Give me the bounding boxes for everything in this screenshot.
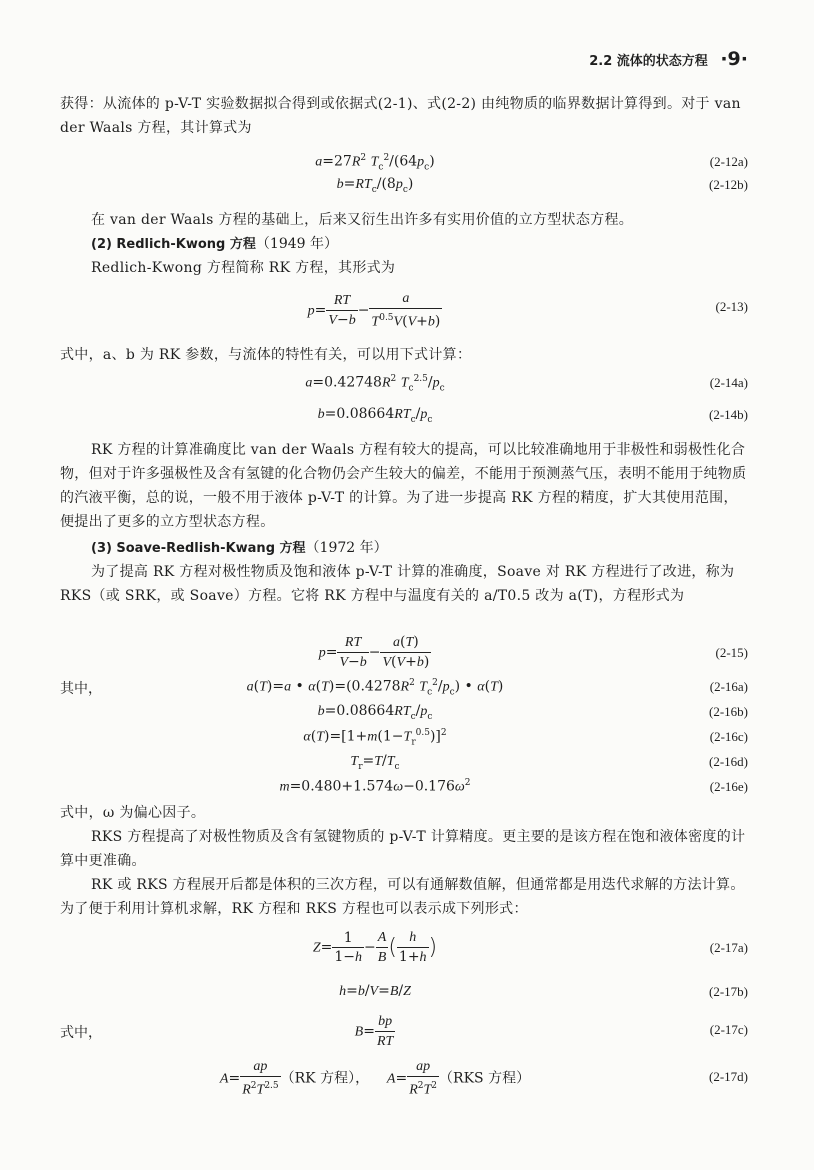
page-number: ·9·: [720, 48, 748, 70]
paragraph-6: 为了提高 RK 方程对极性物质及饱和液体 p-V-T 计算的准确度，Soave 对 RK 方程进行了改进，称为 RKS（或 SRK，或 Soave）方程。它将 RK 方程中与温度有关的 a/T0.5 改为 a(T)，方程形式为: [60, 564, 735, 604]
paragraph-8: RKS 方程提高了对极性物质及含有氢键物质的 p-V-T 计算精度。更主要的是该方程在饱和液体密度的计算中更准确。: [60, 829, 746, 869]
rk-label: （RK 方程），: [280, 1070, 370, 1087]
equation-2-17a: Z= $\frac{1}{1-h}$ − $\frac{A}{B}$ ( $\frac{h}{1+h}$ ): [312, 929, 438, 965]
eq-number: (2-16c): [709, 729, 748, 744]
label-qizhong: 其中，: [60, 681, 102, 697]
eq-number: (2-16b): [709, 704, 748, 719]
eq-number: (2-16e): [709, 779, 748, 794]
eq-number: (2-14a): [709, 375, 748, 390]
equation-2-17d: A= $\frac{ap}{R^2T^{2.5}}$ （RK 方程）， A= $\frac{ap}{R^2T^2}$ （RKS 方程）: [219, 1059, 531, 1098]
paragraph-2: 在 van der Waals 方程的基础上，后来又衍生出许多有实用价值的立方型状态方程。: [91, 212, 634, 228]
equation-2-16c: $\alpha(T)=[1+m(1-T_r^{0.5})]^2$: [303, 728, 447, 748]
equation-2-15: p= $\frac{RT}{V-b}$ − $\frac{a(T)}{V(V+b)}$: [318, 634, 430, 670]
equation-2-16d: $T_r=T/T_c$: [350, 753, 400, 772]
section-heading-srk: (3) Soave-Redlish-Kwang 方程（1972 年）: [91, 540, 388, 556]
eq-number: (2-14b): [709, 407, 748, 422]
eq-number: (2-16a): [709, 679, 748, 694]
equation-2-13: p= $\frac{RT}{V-b}$ − $\frac{a}{T^{0.5}V(V+b)}$: [307, 291, 441, 330]
eq-number: (2-17c): [709, 1022, 748, 1037]
equation-2-12b: $b=RT_c/(8p_c)$: [336, 176, 414, 195]
section-heading-rk: (2) Redlich-Kwong 方程（1949 年）: [91, 236, 338, 252]
eq-number: (2-17d): [709, 1069, 748, 1084]
equation-2-16e: $m=0.480+1.574\omega-0.176\omega^2$: [279, 778, 471, 795]
eq-number: (2-17b): [709, 984, 748, 999]
paragraph-3: Redlich-Kwong 方程简称 RK 方程，其形式为: [91, 260, 396, 276]
paragraph-5: RK 方程的计算准确度比 van der Waals 方程有较大的提高，可以比较准确地用于非极性和弱极性化合物，但对于许多强极性及含有氢键的化合物仍会产生较大的偏差，不能用于预测蒸气压，表明不能用于纯物质的汽液平衡，总的说，一般不用于液体 p-V-T 的计算。为了进一步提高 RK 方程的精度，扩大其使用范围，便提出了更多的立方型状态方程。: [60, 442, 747, 530]
paragraph-4: 式中，a、b 为 RK 参数，与流体的特性有关，可以用下式计算：: [60, 347, 472, 363]
equation-2-17c: B= $\frac{bp}{RT}$: [354, 1014, 394, 1049]
paragraph-1: 获得：从流体的 p-V-T 实验数据拟合得到或依据式(2-1)、式(2-2) 由纯物质的临界数据计算得到。对于 van der Waals 方程，其计算式为: [60, 96, 741, 136]
section-title: 2.2 流体的状态方程: [589, 54, 708, 69]
label-shizhong: 式中，: [60, 1025, 102, 1041]
paragraph-7: 式中，ω 为偏心因子。: [60, 805, 206, 821]
eq-number: (2-12b): [709, 177, 748, 192]
rks-label: （RKS 方程）: [439, 1070, 531, 1087]
eq-number: (2-12a): [709, 154, 748, 169]
eq-number: (2-17a): [709, 940, 748, 955]
eq-number: (2-13): [715, 299, 748, 314]
equation-2-16a: a(T)=a • $\alpha(T)=(0.4278R^2$ $T_c^2/p_c$) • α(T): [246, 678, 504, 698]
eq-number: (2-15): [715, 645, 748, 660]
equation-2-14b: $b=0.08664RT_c/p_c$: [317, 406, 433, 425]
equation-2-14a: $a=0.42748R^2$ $T_c^{2.5}/p_c$: [305, 374, 445, 394]
running-header: [589, 48, 748, 70]
paragraph-9: RK 或 RKS 方程展开后都是体积的三次方程，可以有通解数值解，但通常都是用迭代求解的方法计算。为了便于利用计算机求解，RK 方程和 RKS 方程也可以表示成下列形式：: [60, 877, 745, 917]
eq-number: (2-16d): [709, 754, 748, 769]
equation-2-16b: $b=0.08664RT_c/p_c$: [317, 703, 433, 722]
equation-2-17b: h=b/V=B/Z: [339, 983, 411, 999]
equation-2-12a: $a=27R^2$ $T_c^2/(64p_c)$: [315, 153, 435, 173]
